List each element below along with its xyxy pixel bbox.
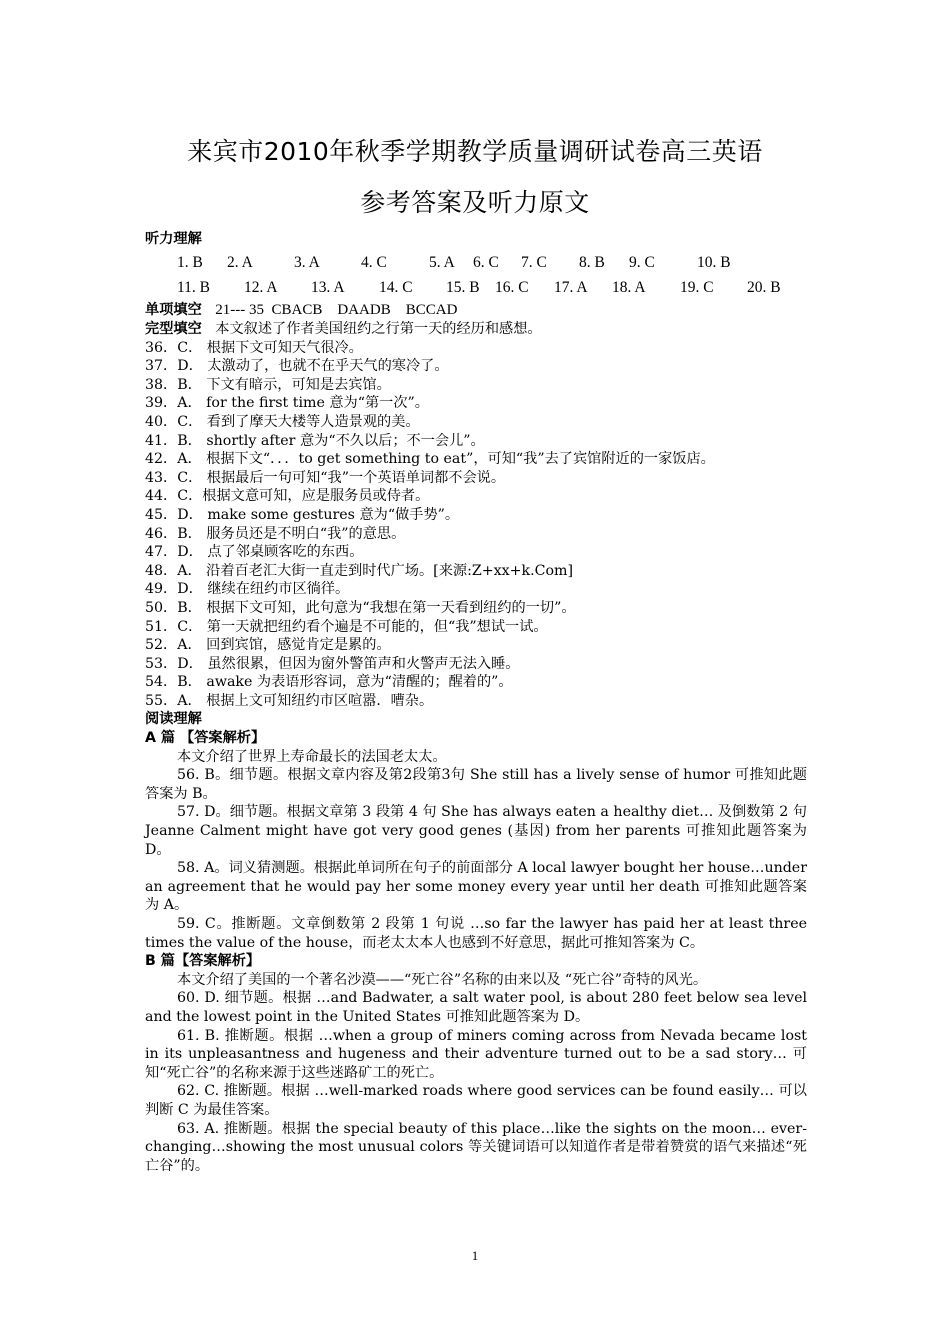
cloze-intro-line (145, 320, 807, 339)
listening-answers-row-2 (145, 275, 807, 300)
answer-item: 10. B (697, 254, 731, 271)
answer-59: 59. C。推断题。文章倒数第 2 段第 1 句说 …so far the lawyer has paid her at least three times the value of the house，而老太太本人也感到不好意思，据此可推知答案为 C。 (145, 916, 807, 951)
cloze-item: 43．C． 根据最后一句可知“我”一个英语单词都不会说。 (145, 469, 506, 486)
cloze-item: 41．B． shortly after 意为“不久以后；不一会儿”。 (145, 432, 485, 449)
cloze-item: 51．C． 第一天就把纽约看个遍是不可能的，但“我”想试一试。 (145, 618, 548, 635)
cloze-answer-list (145, 339, 807, 711)
cloze-item: 39．A． for the first time 意为“第一次”。 (145, 395, 429, 412)
answer-item: 1. B (177, 254, 203, 271)
answer-61: 61. B. 推断题。根据 …when a group of miners coming across from Nevada became lost in its unpleasantness and hugeness and their adventure turned out to be a sad story… 可知“死亡谷”的名称来源于这些迷路矿工的死亡。 (145, 1027, 807, 1081)
answer-item: 4. C (361, 254, 387, 271)
passage-a-heading: A 篇 【答案解析】 (145, 730, 266, 747)
answer-60: 60. D. 细节题。根据 …and Badwater, a salt water pool, is about 280 feet below sea level and the lowest point in the United States 可推知此题答案为 D。 (145, 990, 807, 1025)
document-subtitle: 参考答案及听力原文 (360, 188, 590, 217)
answer-58: 58. A。词义猜测题。根据此单词所在句子的前面部分 A local lawyer bought her house…under an agreement that he would pay her some money every year until her death 可推知此题答案为 A。 (145, 860, 807, 914)
answer-item: 16. C (495, 279, 529, 296)
cloze-item: 48．A． 沿着百老汇大街一直走到时代广场。[来源:Z+xx+k.Com] (145, 562, 574, 579)
cloze-item: 42．A． 根据下文“．．．to get something to eat”，可知“我”去了宾馆附近的一家饭店。 (145, 451, 715, 468)
document-title: 来宾市2010年秋季学期教学质量调研试卷高三英语 (187, 137, 763, 166)
passage-b-intro: 本文介绍了美国的一个著名沙漠——“死亡谷”名称的由来以及 “死亡谷”奇特的风光。 (177, 971, 708, 988)
cloze-item: 36．C． 根据下文可知天气很冷。 (145, 339, 363, 356)
cloze-item: 53．D． 虽然很累，但因为窗外警笛声和火警声无法入睡。 (145, 655, 520, 672)
answer-57: 57. D。细节题。根据文章第 3 段第 4 句 She has always eaten a healthy diet… 及倒数第 2 句 Jeanne Calment might have got very good genes (基因) from her parents 可推知此题答案为 D。 (145, 804, 807, 858)
answer-item: 19. C (680, 279, 714, 296)
cloze-item: 47．D． 点了邻桌顾客吃的东西。 (145, 544, 364, 561)
answer-item: 3. A (294, 254, 320, 271)
cloze-item: 40．C． 看到了摩天大楼等人造景观的美。 (145, 413, 420, 430)
listening-answers-row-1 (145, 250, 807, 275)
cloze-item: 46．B． 服务员还是不明白“我”的意思。 (145, 525, 406, 542)
cloze-intro: 本文叙述了作者美国纽约之行第一天的经历和感想。 (215, 321, 542, 337)
answer-item: 6. C (473, 254, 499, 271)
answer-item: 7. C (521, 254, 547, 271)
answer-item: 11. B (177, 279, 211, 296)
passage-b-heading: B 篇【答案解析】 (145, 953, 261, 970)
answer-62: 62. C. 推断题。根据 …well-marked roads where good services can be found easily… 可以判断 C 为最佳答案。 (145, 1083, 807, 1118)
cloze-item: 55．A． 根据上文可知纽约市区喧嚣．嘈杂。 (145, 692, 434, 709)
answer-item: 17. A (554, 279, 588, 296)
cloze-item: 54．B． awake 为表语形容词，意为“清醒的；醒着的”。 (145, 674, 513, 691)
page-number: 1 (471, 1248, 479, 1263)
answer-item: 12. A (244, 279, 278, 296)
answer-content (145, 228, 807, 1175)
answer-item: 13. A (311, 279, 345, 296)
cloze-heading: 完型填空 (145, 321, 202, 337)
answer-63: 63. A. 推断题。根据 the special beauty of this place…like the sights on the moon… ever-changing…showing the most unusual colors 等关键词语可以知道作者是带着赞赏的语气来描述“死亡谷”的。 (145, 1120, 807, 1174)
answer-item: 20. B (747, 279, 781, 296)
answer-item: 15. B (446, 279, 480, 296)
answer-item: 14. C (379, 279, 413, 296)
cloze-item: 49．D． 继续在纽约市区徜徉。 (145, 581, 350, 598)
reading-heading: 阅读理解 (145, 711, 202, 728)
answer-item: 18. A (612, 279, 646, 296)
single-choice-line (145, 301, 807, 320)
cloze-item: 50．B． 根据下文可知，此句意为“我想在第一天看到纽约的一切”。 (145, 599, 576, 616)
answer-item: 5. A (429, 254, 455, 271)
listening-heading: 听力理解 (145, 231, 202, 247)
passage-a-intro: 本文介绍了世界上寿命最长的法国老太太。 (177, 748, 447, 765)
answer-item: 9. C (629, 254, 655, 271)
answer-item: 2. A (227, 254, 253, 271)
cloze-item: 37．D． 太激动了，也就不在乎天气的寒冷了。 (145, 358, 449, 375)
single-choice-heading: 单项填空 (145, 302, 202, 318)
cloze-item: 38．B． 下文有暗示，可知是去宾馆。 (145, 376, 391, 393)
answer-56: 56. B。细节题。根据文章内容及第2段第3句 She still has a lively sense of humor 可推知此题答案为 B。 (145, 767, 807, 802)
cloze-item: 45．D． make some gestures 意为“做手势”。 (145, 506, 460, 523)
single-choice-answers: 21--- 35 CBACB DAADB BCCAD (215, 302, 458, 318)
cloze-item: 44．C．根据文意可知，应是服务员或侍者。 (145, 488, 430, 505)
cloze-item: 52．A． 回到宾馆，感觉肯定是累的。 (145, 637, 391, 654)
answer-item: 8. B (579, 254, 605, 271)
